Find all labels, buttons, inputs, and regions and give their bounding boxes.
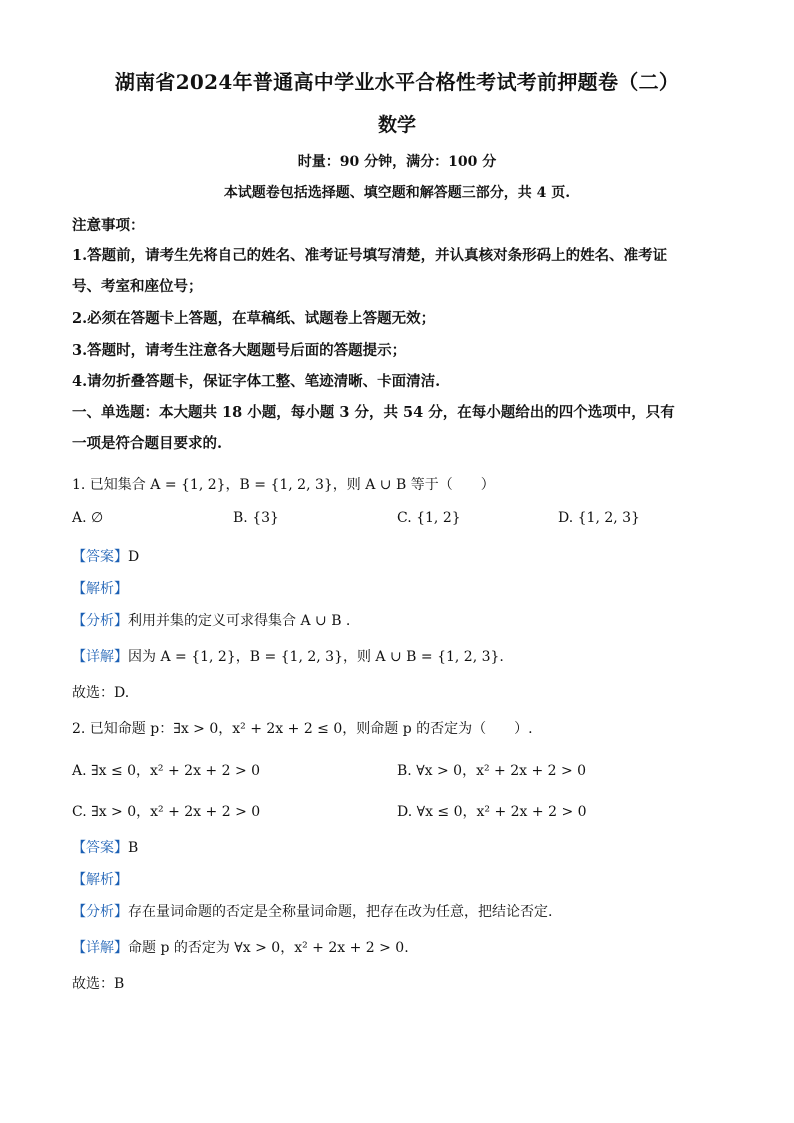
question-1-stem: 1. 已知集合 A = {1, 2}，B = {1, 2, 3}，则 A ∪ B 等于（ ）	[72, 477, 495, 493]
fenxi-tag: 【分析】	[72, 613, 128, 629]
answer-tag: 【答案】	[72, 840, 128, 856]
q1-xiangjie	[72, 646, 504, 666]
composition-info: 本试题卷包括选择题、填空题和解答题三部分，共 4 页.	[223, 185, 571, 201]
q1-analysis-tag: 【解析】	[72, 581, 128, 597]
q2-option-c: C. ∃x > 0，x² + 2x + 2 > 0	[72, 804, 261, 820]
q1-choose: 故选：D.	[72, 685, 130, 701]
note-3: 3.答题时，请考生注意各大题题号后面的答题提示；	[72, 342, 407, 359]
section-heading-line-1: 一、单选题：本大题共 18 小题，每小题 3 分，共 54 分，在每小题给出的四个选项中，只有	[72, 404, 675, 421]
xiangjie-text: 命题 p 的否定为 ∀x > 0，x² + 2x + 2 > 0.	[128, 940, 409, 956]
exam-title: 湖南省2024年普通高中学业水平合格性考试考前押题卷（二）	[114, 70, 680, 94]
q2-option-b: B. ∀x > 0，x² + 2x + 2 > 0	[397, 763, 587, 779]
answer-tag: 【答案】	[72, 549, 128, 565]
time-score-info: 时量：90 分钟，满分：100 分	[297, 154, 497, 170]
note-1-line-2: 号、考室和座位号；	[72, 278, 203, 295]
note-4: 4.请勿折叠答题卡，保证字体工整、笔迹清晰、卡面清洁.	[72, 373, 441, 390]
section-heading-line-2: 一项是符合题目要求的.	[72, 435, 223, 452]
answer-value: B	[128, 840, 139, 856]
notes-heading: 注意事项：	[72, 217, 145, 234]
xiangjie-text: 因为 A = {1, 2}，B = {1, 2, 3}，则 A ∪ B = {1, 2, 3}.	[128, 649, 504, 665]
fenxi-text: 存在量词命题的否定是全称量词命题，把存在改为任意，把结论否定.	[128, 904, 553, 920]
q2-analysis-tag: 【解析】	[72, 872, 128, 888]
q2-option-d: D. ∀x ≤ 0，x² + 2x + 2 > 0	[397, 804, 587, 820]
xiangjie-tag: 【详解】	[72, 649, 128, 665]
note-2: 2.必须在答题卡上答题，在草稿纸、试题卷上答题无效；	[72, 310, 436, 327]
subject-heading: 数学	[377, 114, 416, 136]
q2-xiangjie	[72, 937, 409, 957]
q2-choose: 故选：B	[72, 976, 125, 992]
q2-fenxi	[72, 901, 552, 921]
q1-option-b: B. {3}	[233, 510, 279, 526]
fenxi-tag: 【分析】	[72, 904, 128, 920]
q1-option-c: C. {1, 2}	[397, 510, 461, 526]
q1-answer	[72, 546, 139, 566]
question-2-stem: 2. 已知命题 p：∃x > 0，x² + 2x + 2 ≤ 0，则命题 p 的否定为（ ）.	[72, 721, 533, 737]
answer-value: D	[128, 549, 140, 565]
q1-option-d: D. {1, 2, 3}	[558, 510, 640, 526]
xiangjie-tag: 【详解】	[72, 940, 128, 956]
fenxi-text: 利用并集的定义可求得集合 A ∪ B .	[128, 613, 351, 629]
q2-option-a: A. ∃x ≤ 0，x² + 2x + 2 > 0	[72, 763, 261, 779]
q2-answer	[72, 837, 138, 857]
note-1-line-1: 1.答题前，请考生先将自己的姓名、准考证号填写清楚，并认真核对条形码上的姓名、准考证	[72, 247, 668, 264]
q1-fenxi	[72, 610, 350, 630]
q1-option-a: A. ∅	[72, 510, 104, 526]
